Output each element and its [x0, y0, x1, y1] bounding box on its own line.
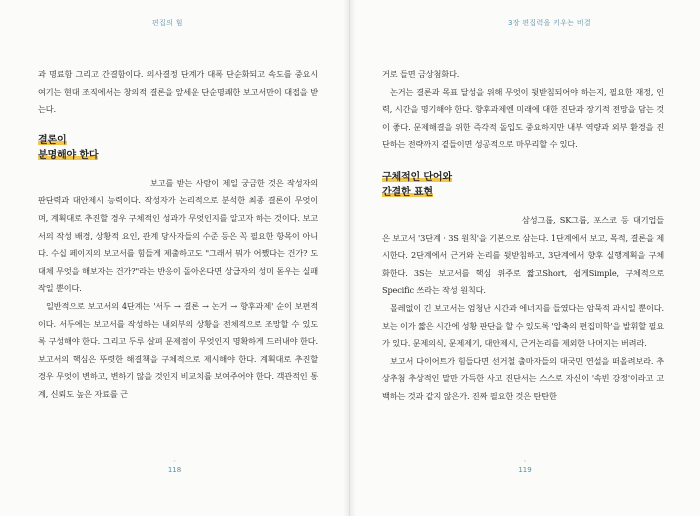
paragraph: 보고를 받는 사람이 제일 궁금한 것은 작성자의 판단력과 대안제시 능력이다. 작성자가 논리적으로 분석한 최종 결론이 무엇이며, 계획대로 추진할 경우 구체적인 성과가 무엇인지를 알고자 하는 것이다. 보고서의 작성 배경, 상황적 요인, 관계 당사자들의 수준 등은 꼭 필요한 항목이 아니다. 수십 페이지의 보고서를 힘들게 제출하고도 "그래서 뭐가 어쨌다는 건가? 도대체 무엇을 해보자는 건가?"라는 반응이 돌아온다면 상급자의 성미 돋우는 실패작일 뿐이다.	[38, 177, 318, 294]
heading-line: 구체적인 단어와	[382, 171, 452, 183]
gutter-shadow	[350, 0, 356, 516]
page-folio	[350, 458, 700, 474]
folio-ornament: ◦	[523, 458, 527, 465]
heading-line: 간결한 표현	[382, 186, 433, 198]
paragraph: 삼성그룹, SK그룹, 포스코 등 대기업들은 보고서 '3단계 · 3S 원칙'을 기본으로 삼는다. 1단계에서 보고, 목적, 결론을 제시한다. 2단계에서 근거와 논리를 뒷받침하고, 3단계에서 향후 실행계획을 구체화한다. 3S는 보고서를 핵심 위주로 짧고Short, 쉽게Simple, 구체적으로Specific 쓰라는 작성 원칙다.	[382, 214, 664, 296]
running-head: 3장 편집력을 키우는 비결	[508, 19, 591, 27]
running-head: 편집의 힘	[152, 19, 183, 27]
paragraph: 일반적으로 보고서의 4단계는 '서두 → 결론 → 논거 → 향후과제' 순이 보편적이다. 서두에는 보고서를 작성하는 내외부의 상황을 전체적으로 조망할 수 있도록 구성해야 한다. 그리고 두루 살펴 문제점이 무엇인지 명확하게 드러내야 한다. 보고서의 핵심은 뚜렷한 해결책을 구체적으로 제시해야 한다. 계획대로 추진할 경우 무엇이 변하고, 변하기 않을 것인지 비교치를 보여주어야 한다. 객관적인 통계, 신뢰도 높은 자료를 근	[38, 300, 318, 399]
folio-ornament: ◦	[172, 458, 177, 465]
page-body	[38, 66, 318, 404]
paragraph: 몰레없이 긴 보고서는 엄청난 시간과 에너지를 들였다는 암묵적 과시일 뿐이다. 보는 이가 짧은 시간에 성황 판단을 할 수 있도록 '압축의 편집미학'을 발휘할 필요가 있다. 문제의식, 문제제기, 대안제시, 근거논리를 제외한 나머지는 버려라.	[382, 302, 664, 349]
page-number: 119	[518, 466, 532, 474]
gutter-shadow	[343, 0, 349, 516]
section-heading	[38, 133, 98, 163]
paragraph: 거로 들면 금상첨화다.	[382, 69, 460, 79]
page-folio	[0, 458, 349, 474]
heading-line: 결론이	[38, 134, 67, 146]
paragraph: 논거는 결론과 목표 달성을 위해 무엇이 뒷받침되어야 하는지, 필요한 재정, 인력, 시간을 명기해야 한다. 향후과제엔 미래에 대한 진단과 장기적 전망을 담는 것이 좋다. 문제해결을 위한 즉각적 돌입도 중요하지만 내부 역량과 외부 환경을 진단하는 전략까지 곁들이면 성공적으로 마무리할 수 있다.	[382, 86, 664, 150]
heading-line: 분명해야 한다	[38, 149, 99, 161]
page-body	[382, 66, 664, 406]
paragraph: 과 명료함 그리고 간결함이다. 의사결정 단계가 대폭 단순화되고 속도를 중요시 여기는 현대 조직에서는 창의적 결론을 앞세운 단순명쾌한 보고서만이 대접을 받는다.	[38, 69, 318, 115]
section-heading	[382, 170, 452, 200]
paragraph: 보고서 다이어트가 힘들다면 선거철 출마자들의 대국민 연설을 떠올려보라. 추상추첨 추상적인 말만 가득한 사고 진단서는 스스로 자신이 '속빈 강정'이라고 고백하는 것과 같지 않은가. 진짜 필요한 것은 탄탄한	[382, 355, 664, 401]
right-page	[350, 0, 700, 516]
page-number: 118	[167, 466, 182, 474]
